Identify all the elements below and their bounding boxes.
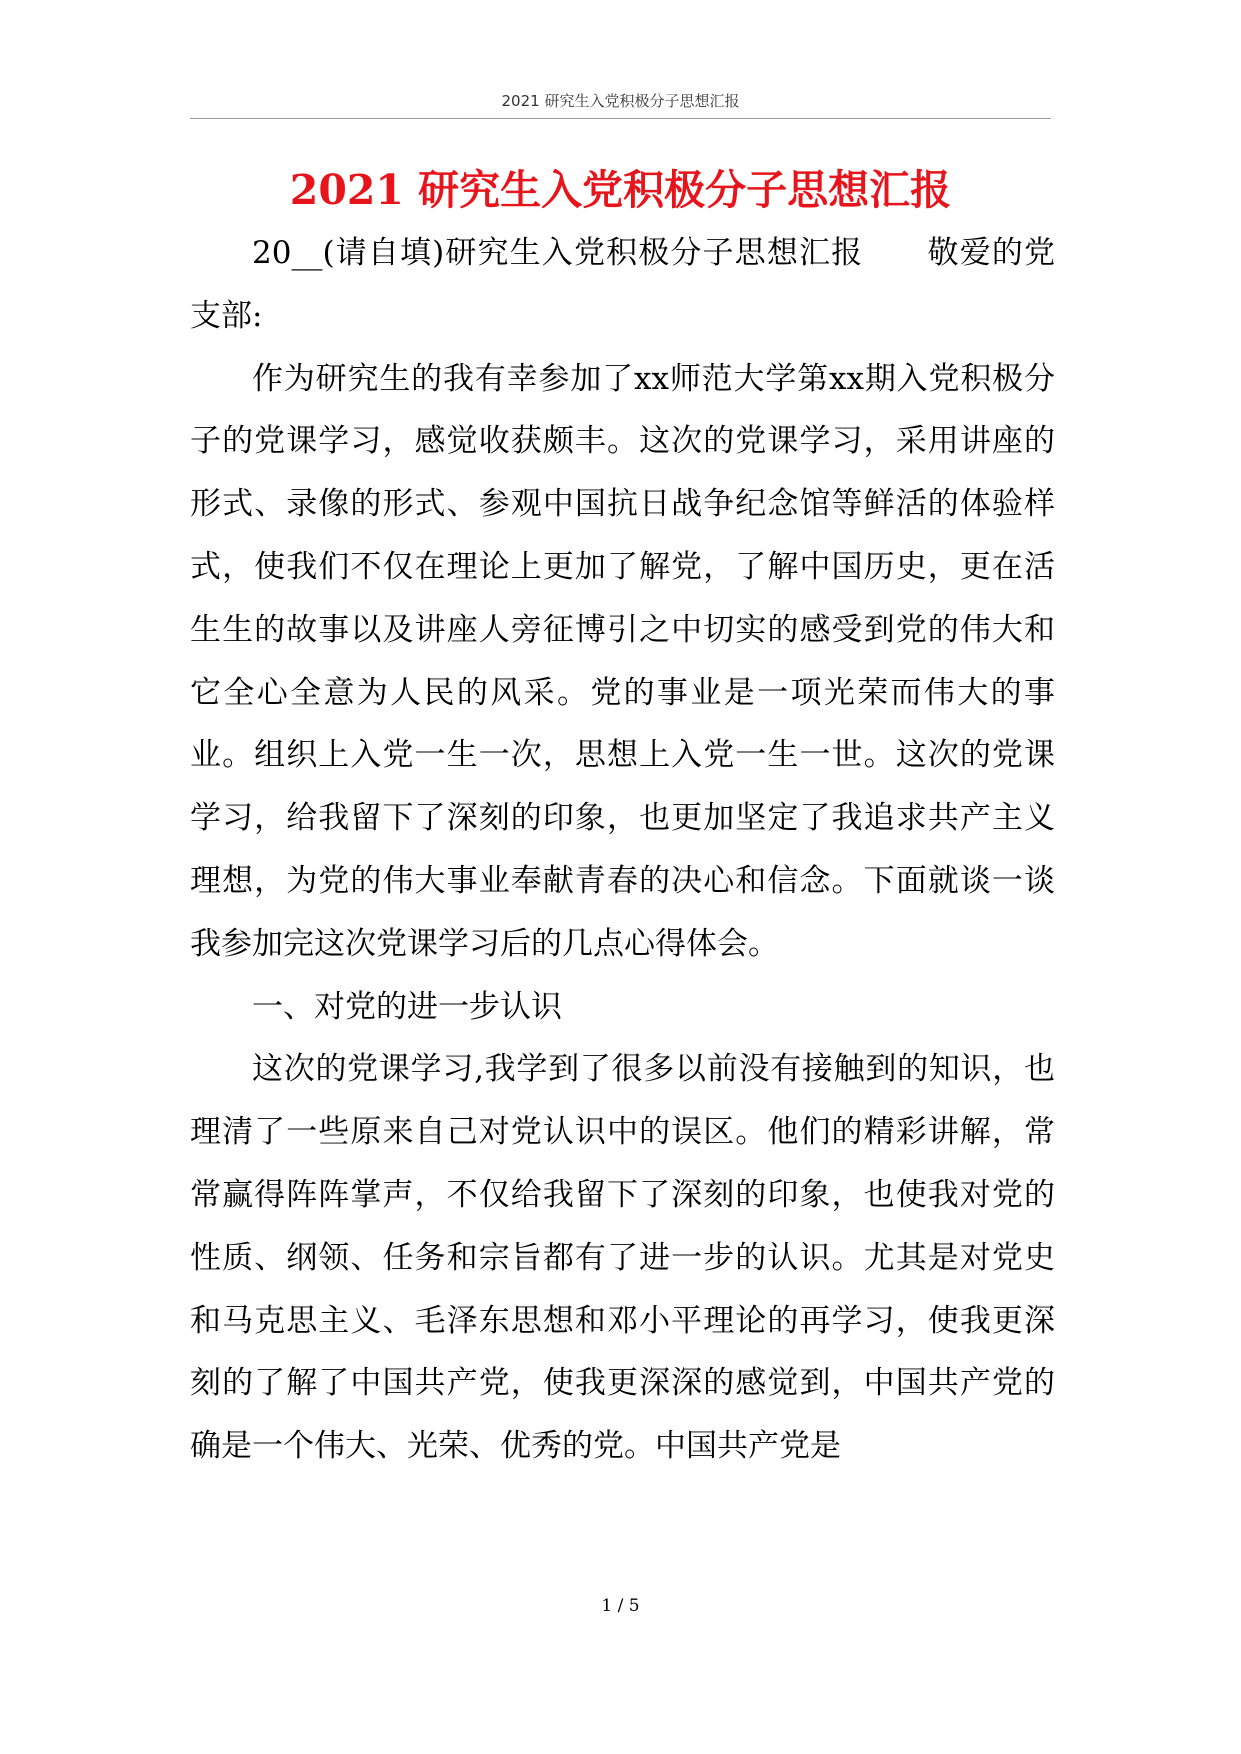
section-heading: 一、对党的进一步认识 — [252, 988, 562, 1025]
paragraph-section-one: 这次的党课学习,我学到了很多以前没有接触到的知识，也理清了一些原来自己对党认识中的误区。他们的精彩讲解，常常赢得阵阵掌声，不仅给我留下了深刻的印象，也使我对党的性质、纲领、任务和宗旨都有了进一步的认识。尤其是对党史和马克思主义、毛泽东思想和邓小平理论的再学习，使我更深刻的了解了中国共产党，使我更深深的感觉到，中国共产党的确是一个伟大、光荣、优秀的党。中国共产党是 — [190, 1051, 1055, 1465]
paragraph-salutation: 20__(请自填)研究生入党积极分子思想汇报 敬爱的党支部: — [190, 235, 1055, 334]
running-header: 2021 研究生入党积极分子思想汇报 — [501, 92, 740, 110]
header-divider — [190, 118, 1051, 119]
paragraph-intro: 作为研究生的我有幸参加了xx师范大学第xx期入党积极分子的党课学习，感觉收获颇丰。这次的党课学习，采用讲座的形式、录像的形式、参观中国抗日战争纪念馆等鲜活的体验样式，使我们不仅在理论上更加了解党，了解中国历史，更在活生生的故事以及讲座人旁征博引之中切实的感受到党的伟大和它全心全意为人民的风采。党的事业是一项光荣而伟大的事业。组织上入党一生一次，思想上入党一生一世。这次的党课学习，给我留下了深刻的印象，也更加坚定了我追求共产主义理想，为党的伟大事业奉献青春的决心和信念。下面就谈一谈我参加完这次党课学习后的几点心得体会。 — [190, 360, 1055, 962]
page-number: 1 / 5 — [601, 1596, 640, 1616]
document-title: 2021 研究生入党积极分子思想汇报 — [289, 166, 952, 214]
document-body — [190, 222, 1055, 1478]
